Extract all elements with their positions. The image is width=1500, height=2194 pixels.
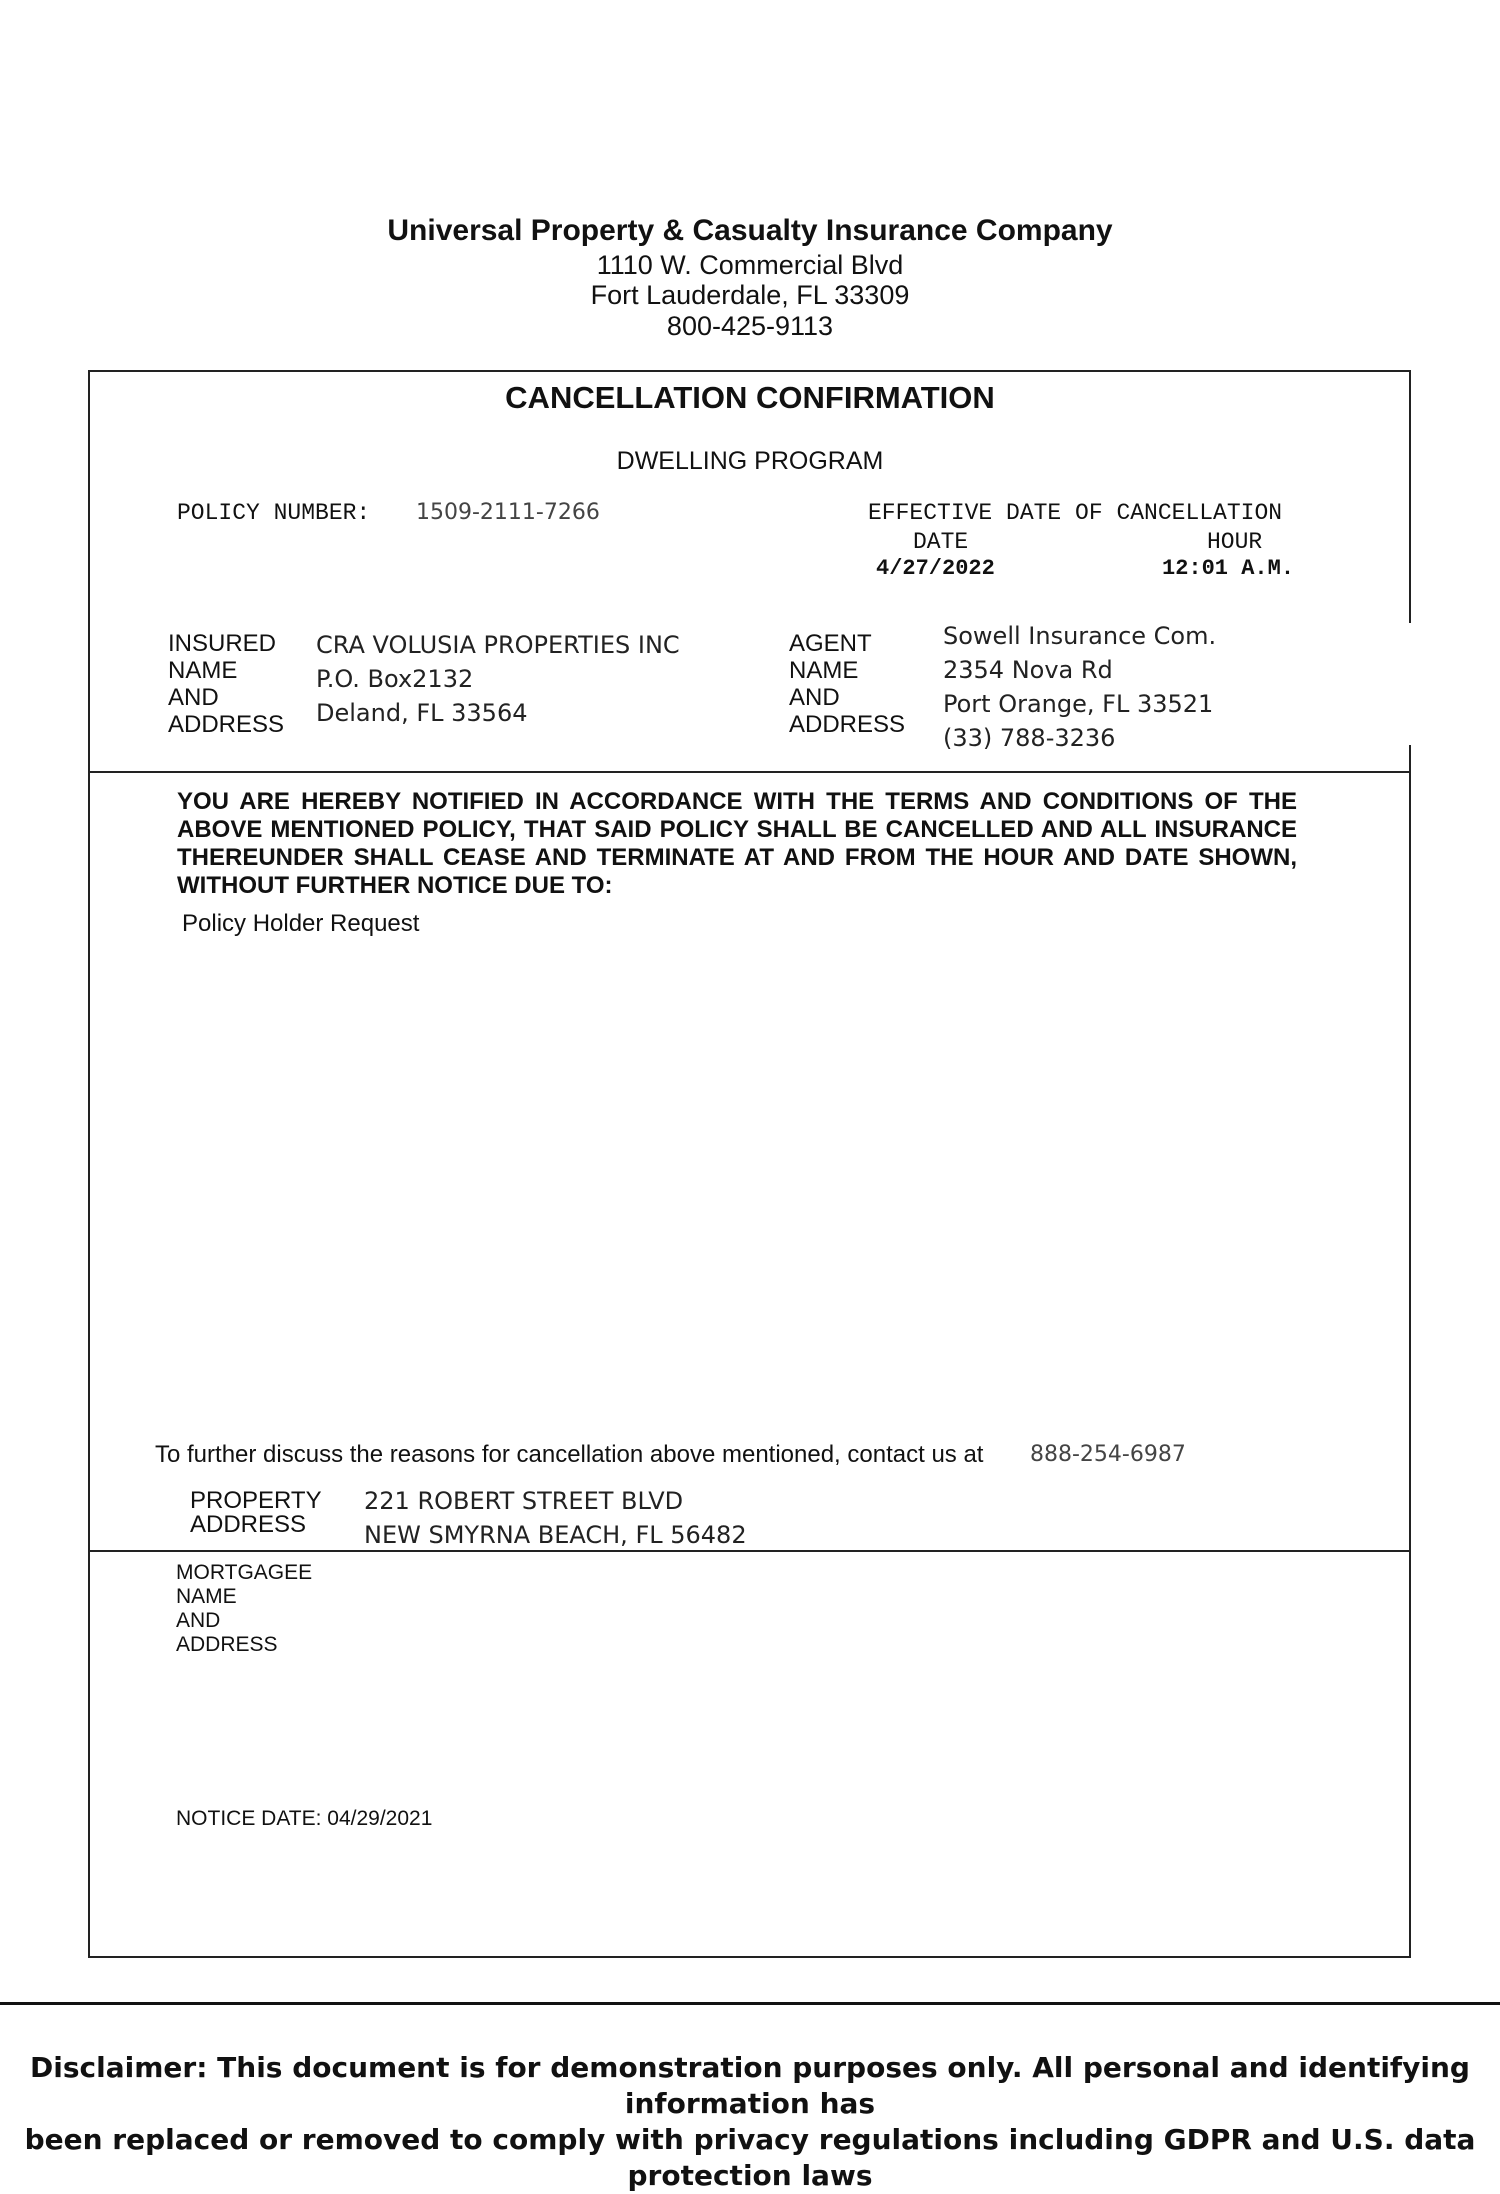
footer-rule [0,2002,1500,2005]
cancellation-hour: 12:01 A.M. [1162,556,1295,581]
divider-upper [88,771,1411,773]
notice-frame [88,370,1411,1958]
insured-name: CRA VOLUSIA PROPERTIES INC [316,631,680,659]
contact-phone: 888-254-6987 [1030,1442,1186,1467]
agent-label-clip [789,630,915,745]
company-name: Universal Property & Casualty Insurance Company [387,214,1113,247]
agent-phone: (33) 788-3236 [943,724,1116,752]
property-label: PROPERTY ADDRESS [190,1487,322,1538]
divider-lower [88,1550,1411,1552]
border-gap [1406,623,1416,745]
cancellation-reason: Policy Holder Request [182,910,420,937]
cancellation-date: 4/27/2022 [876,556,995,581]
agent-name-address [943,619,1216,755]
insured-name-address [316,628,680,730]
disclaimer-line1: Disclaimer: This document is for demonstration purposes only. All personal and identifying information has [30,2051,1470,2120]
contact-text: To further discuss the reasons for cancellation above mentioned, contact us at [155,1441,984,1468]
disclaimer-line2: been replaced or removed to comply with privacy regulations including GDPR and U.S. data protection laws [24,2123,1476,2192]
agent-name: Sowell Insurance Com. [943,622,1217,650]
property-address-line1: 221 ROBERT STREET BLVD [364,1487,684,1515]
policy-number: 1509-2111-7266 [416,500,600,525]
company-address-line2: Fort Lauderdale, FL 33309 [590,280,910,310]
cancellation-heading: EFFECTIVE DATE OF CANCELLATION [868,500,1283,526]
policy-number-label: POLICY NUMBER: [177,500,371,526]
disclaimer [0,2050,1500,2194]
cancellation-hour-label: HOUR [1207,529,1263,555]
company-phone: 800-425-9113 [666,311,834,341]
property-address [364,1484,747,1552]
company-address-line1: 1110 W. Commercial Blvd [596,250,904,280]
agent-label: AGENT NAME AND ADDRESS [789,630,906,738]
insured-label: INSURED NAME AND ADDRESS [168,630,285,738]
property-address-line2: NEW SMYRNA BEACH, FL 56482 [364,1521,747,1549]
cancellation-date-label: DATE [913,529,969,555]
notice-date: NOTICE DATE: 04/29/2021 [176,1807,433,1830]
mortgagee-label: MORTGAGEE NAME AND ADDRESS [176,1561,313,1656]
agent-address-line1: 2354 Nova Rd [943,656,1113,684]
program-name: DWELLING PROGRAM [616,447,884,475]
document-title: CANCELLATION CONFIRMATION [505,380,995,415]
insured-address-line2: Deland, FL 33564 [316,699,528,727]
insured-address-line1: P.O. Box2132 [316,665,474,693]
notice-text: YOU ARE HEREBY NOTIFIED IN ACCORDANCE WITH THE TERMS AND CONDITIONS OF THE ABOVE MENTIONED POLICY, THAT SAID POLICY SHALL BE CANCELLED AND ALL INSURANCE THEREUNDER SHALL CEASE AND TERMINATE AT AND FROM THE HOUR AND DATE SHOWN, WITHOUT FURTHER NOTICE DUE TO: [177,788,1297,899]
agent-address-line2: Port Orange, FL 33521 [943,690,1214,718]
